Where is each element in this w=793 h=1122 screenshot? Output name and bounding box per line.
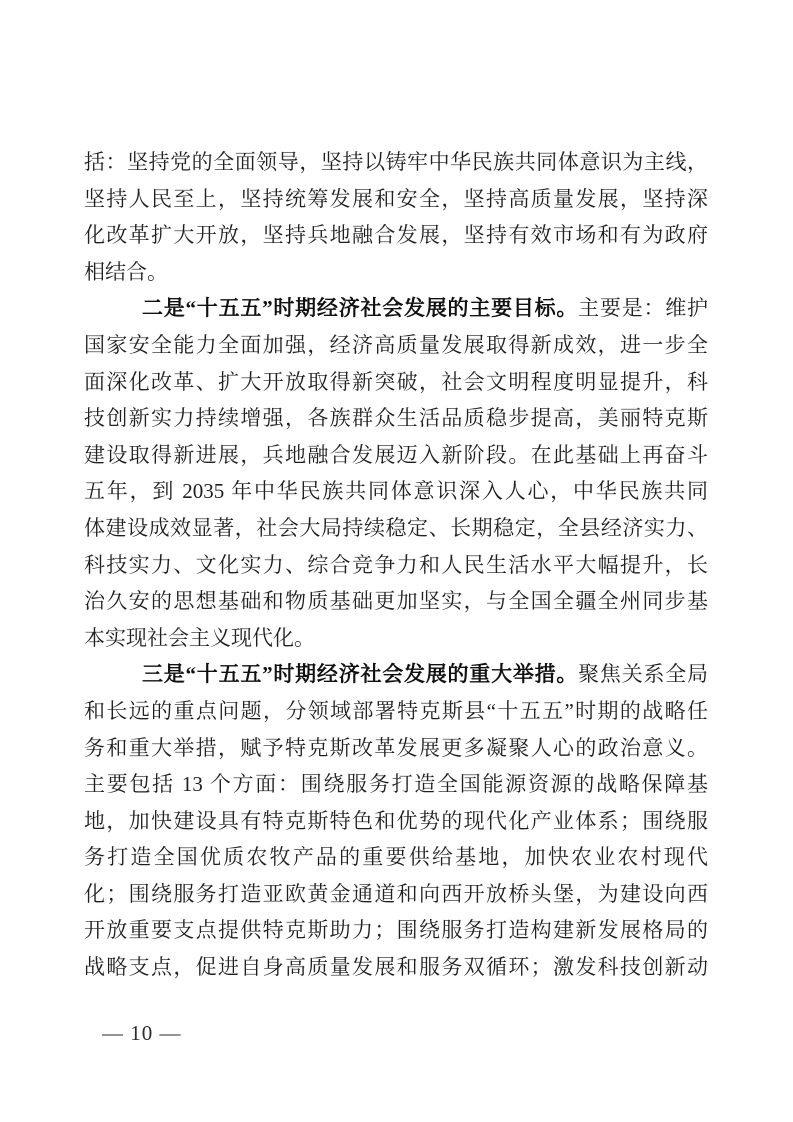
text-line bbox=[84, 656, 708, 693]
text-segment: 体建设成效显著，社会大局持续稳定、长期稳定，全县经济实力、 bbox=[84, 515, 708, 540]
text-segment: 化；围绕服务打造亚欧黄金通道和向西开放桥头堡，为建设向西 bbox=[84, 881, 708, 906]
text-segment: 化改革扩大开放，坚持兵地融合发展，坚持有效市场和有为政府 bbox=[84, 223, 708, 248]
text-line bbox=[84, 437, 708, 474]
text-line bbox=[84, 547, 708, 584]
text-segment: 和长远的重点问题，分领域部署特克斯县“十五五”时期的战略任 bbox=[84, 698, 708, 723]
page-footer bbox=[102, 1021, 182, 1045]
paragraph-heading: 三是“十五五”时期经济社会发展的重大举措。 bbox=[142, 662, 579, 687]
paragraph bbox=[84, 290, 708, 656]
text-segment: 国家安全能力全面加强，经济高质量发展取得新成效，进一步全 bbox=[84, 332, 708, 357]
text-segment: 开放重要支点提供特克斯助力；围绕服务打造构建新发展格局的 bbox=[84, 918, 708, 943]
text-line bbox=[84, 217, 708, 254]
text-segment: 治久安的思想基础和物质基础更加坚实，与全国全疆全州同步基 bbox=[84, 589, 708, 614]
text-line bbox=[84, 803, 708, 840]
text-line bbox=[84, 620, 708, 657]
text-line bbox=[84, 254, 708, 291]
page-number: — 10 — bbox=[102, 1021, 182, 1045]
text-line bbox=[84, 364, 708, 401]
text-segment: 括：坚持党的全面领导，坚持以铸牢中华民族共同体意识为主线， bbox=[84, 150, 708, 174]
text-line bbox=[84, 949, 708, 986]
text-line bbox=[84, 583, 708, 620]
text-segment: 务打造全国优质农牧产品的重要供给基地，加快农业农村现代 bbox=[84, 845, 708, 870]
text-segment: 地，加快建设具有特克斯特色和优势的现代化产业体系；围绕服 bbox=[84, 808, 708, 833]
text-segment: 战略支点，促进自身高质量发展和服务双循环；激发科技创新动 bbox=[84, 955, 708, 980]
text-line bbox=[84, 144, 708, 181]
text-line bbox=[84, 510, 708, 547]
text-segment: 五年，到 2035 年中华民族共同体意识深入人心，中华民族共同 bbox=[84, 479, 708, 504]
text-line bbox=[84, 839, 708, 876]
paragraph bbox=[84, 656, 708, 985]
text-line bbox=[84, 473, 708, 510]
text-segment: 聚焦关系全局 bbox=[578, 662, 708, 687]
text-segment: 技创新实力持续增强，各族群众生活品质稳步提高，美丽特克斯 bbox=[84, 406, 708, 431]
text-segment: 主要是：维护 bbox=[578, 296, 708, 321]
text-segment: 务和重大举措，赋予特克斯改革发展更多凝聚人心的政治意义。 bbox=[84, 735, 708, 760]
paragraph-heading: 二是“十五五”时期经济社会发展的主要目标。 bbox=[142, 296, 579, 321]
text-segment: 科技实力、文化实力、综合竞争力和人民生活水平大幅提升，长 bbox=[84, 552, 708, 577]
text-line bbox=[84, 730, 708, 767]
text-segment: 主要包括 13 个方面：围绕服务打造全国能源资源的战略保障基 bbox=[84, 772, 708, 797]
text-line bbox=[84, 693, 708, 730]
text-segment: 相结合。 bbox=[84, 259, 168, 284]
paragraph bbox=[84, 144, 708, 290]
document-body bbox=[84, 144, 708, 986]
text-segment: 建设取得新进展，兵地融合发展迈入新阶段。在此基础上再奋斗 bbox=[84, 442, 708, 467]
text-line bbox=[84, 327, 708, 364]
text-line bbox=[84, 912, 708, 949]
text-segment: 面深化改革、扩大开放取得新突破，社会文明程度明显提升，科 bbox=[84, 369, 708, 394]
text-segment: 本实现社会主义现代化。 bbox=[84, 625, 315, 650]
text-line bbox=[84, 290, 708, 327]
text-segment: 坚持人民至上，坚持统筹发展和安全，坚持高质量发展，坚持深 bbox=[84, 186, 708, 211]
text-line bbox=[84, 400, 708, 437]
text-line bbox=[84, 181, 708, 218]
text-line bbox=[84, 766, 708, 803]
text-line bbox=[84, 876, 708, 913]
